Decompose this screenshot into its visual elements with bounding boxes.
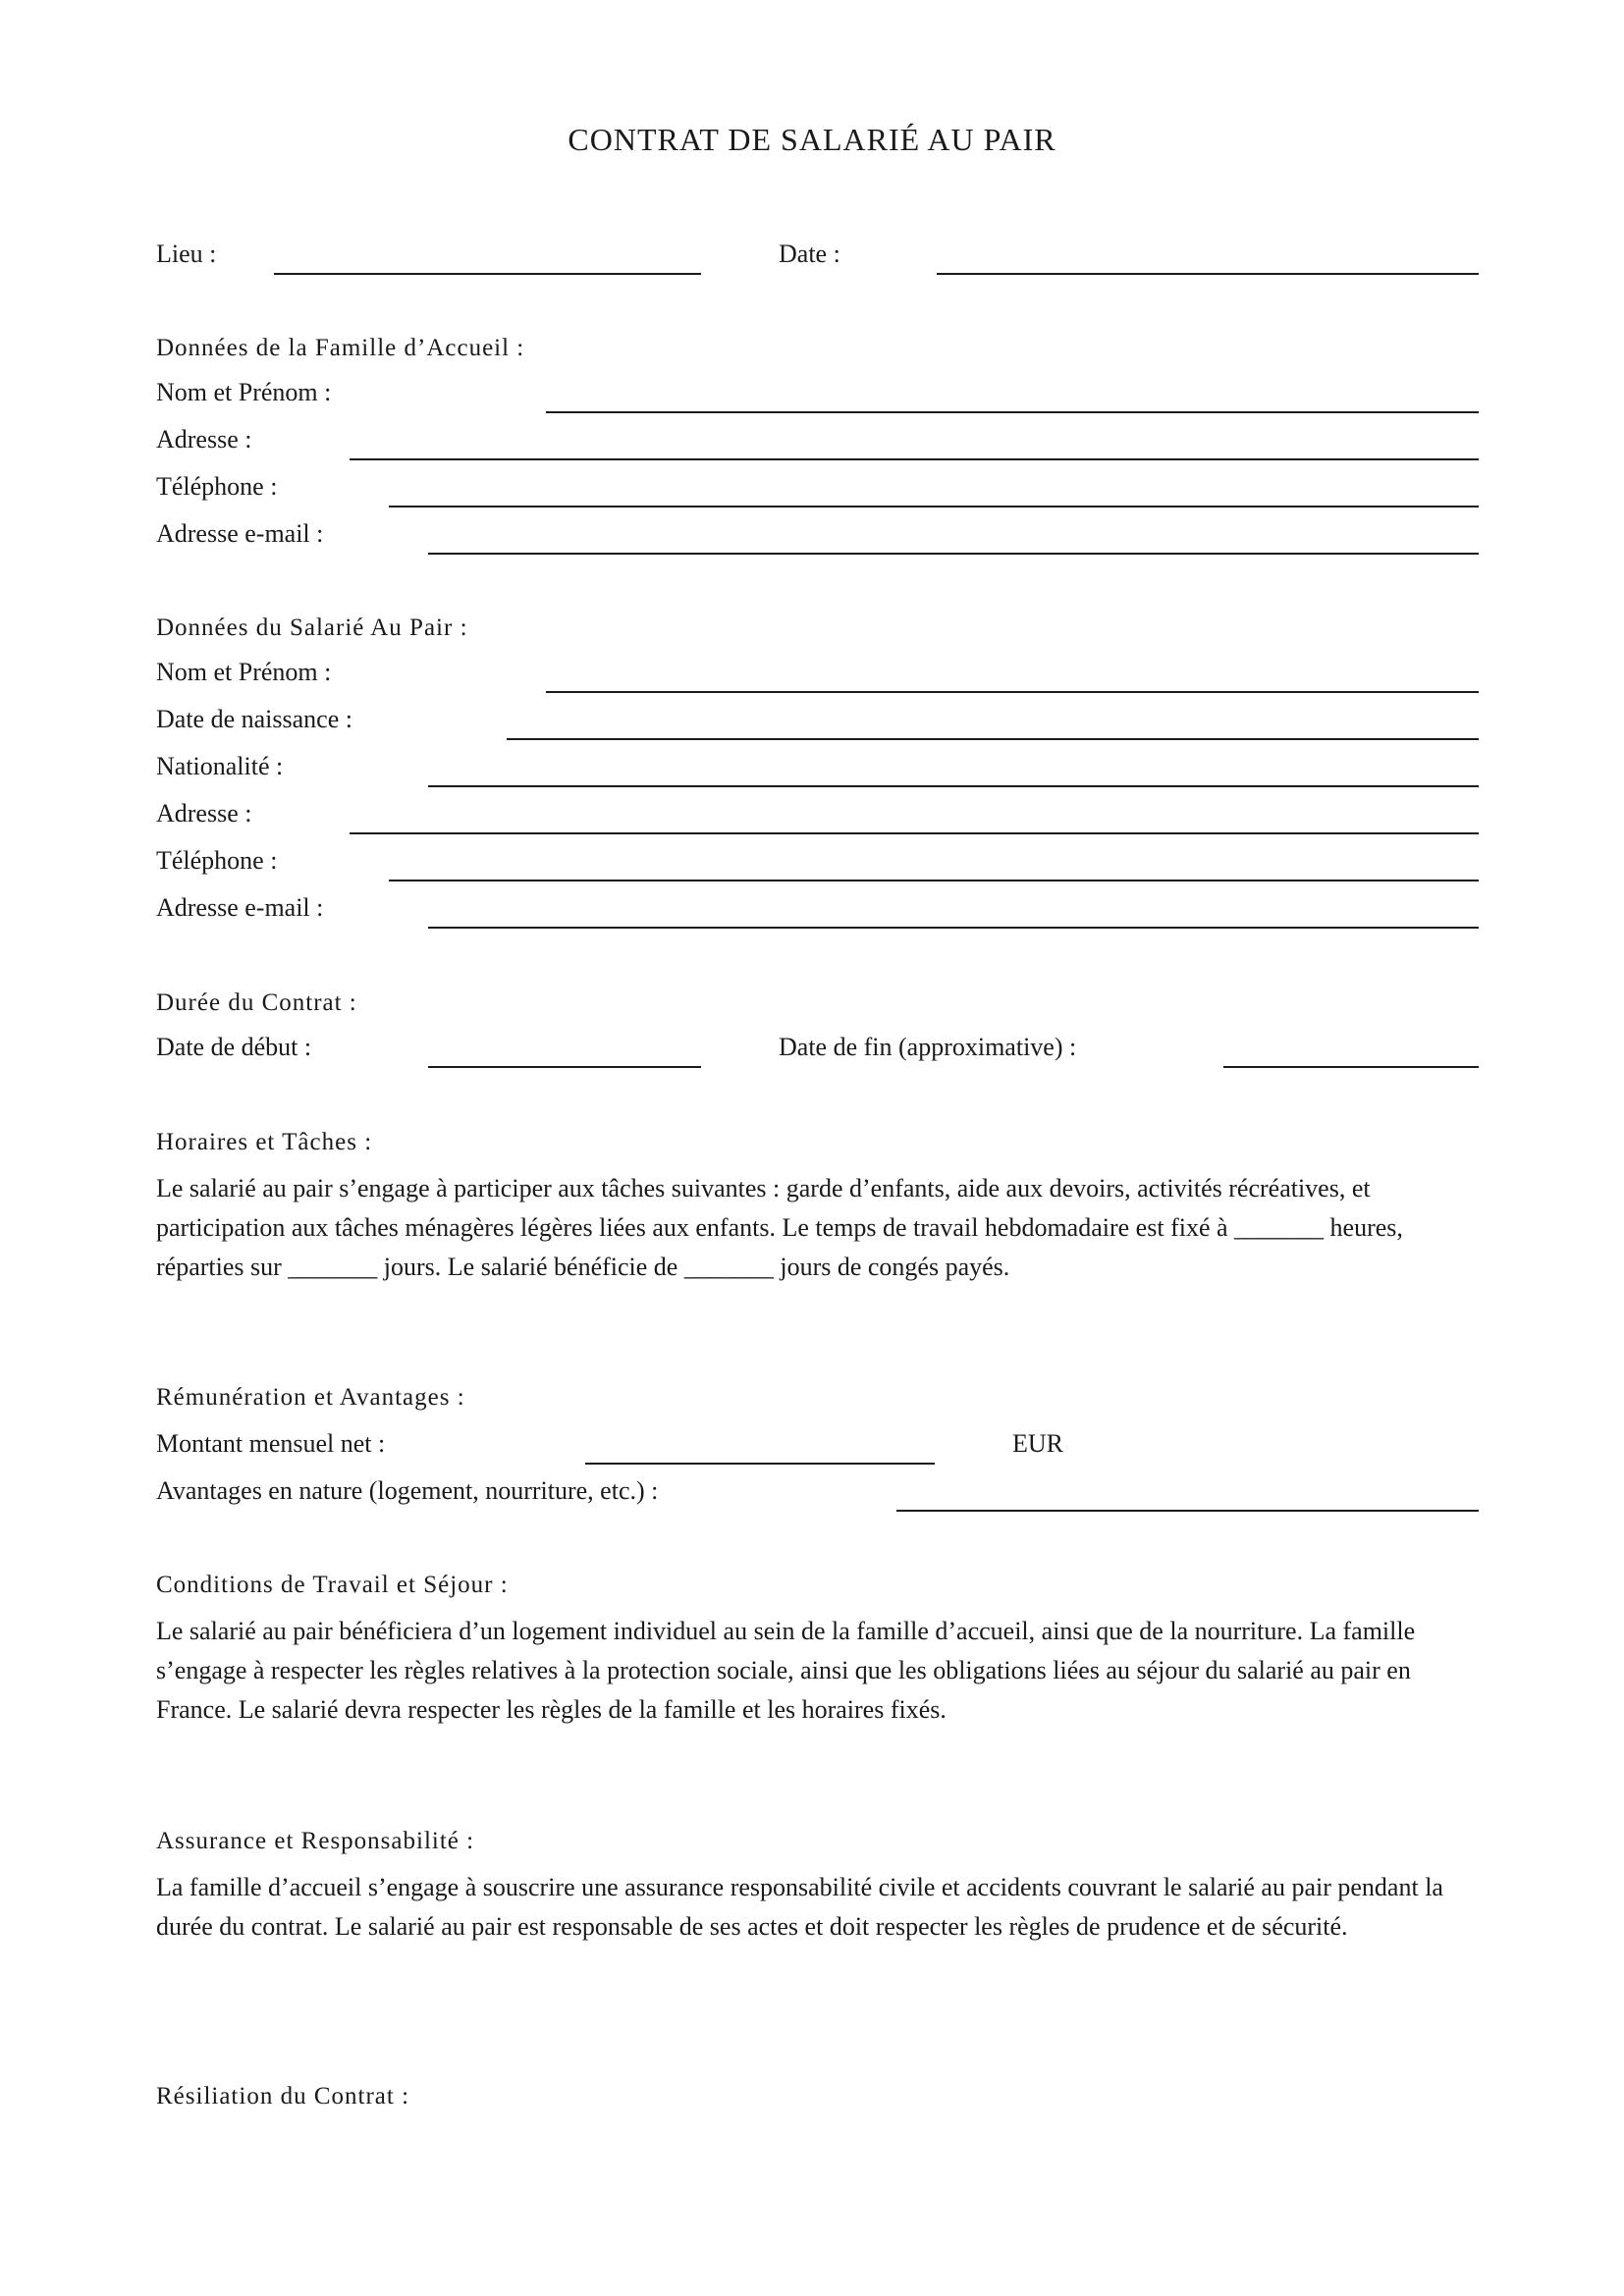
schedule-paragraph: [156, 1169, 1491, 1287]
host-email-field[interactable]: [428, 553, 1479, 555]
duration-row: [156, 1029, 1479, 1068]
au-pair-email-row: [156, 889, 1479, 929]
pay-amount-row: [156, 1425, 1479, 1465]
host-name-field[interactable]: [546, 411, 1479, 413]
au-pair-nationality-field[interactable]: [428, 785, 1479, 787]
schedule-text: Le salarié au pair s’engage à participer aux tâches suivantes : garde d’enfants, aide aux devoirs, activités récréatives, et participation aux tâches ménagères légères liées aux enfants. Le temps de travail hebdomadaire est fixé à _______ heures, réparties sur _______ jours. Le salarié bénéficie de _______ jours de congés payés.: [156, 1174, 1403, 1281]
au-pair-birthdate-field[interactable]: [507, 738, 1479, 740]
au-pair-email-label: Adresse e-mail :: [156, 893, 324, 922]
duration-heading: Durée du Contrat :: [156, 989, 357, 1016]
conditions-paragraph: [156, 1612, 1491, 1730]
au-pair-phone-field[interactable]: [389, 880, 1479, 881]
au-pair-address-row: [156, 795, 1479, 834]
document-title: CONTRAT DE SALARIÉ AU PAIR: [568, 122, 1056, 157]
au-pair-name-label: Nom et Prénom :: [156, 658, 332, 686]
host-name-row: [156, 374, 1479, 413]
host-address-field[interactable]: [350, 458, 1479, 460]
au-pair-address-label: Adresse :: [156, 799, 252, 828]
insurance-text: La famille d’accueil s’engage à souscrire une assurance responsabilité civile et accidents couvrant le salarié au pair pendant la durée du contrat. Le salarié au pair est responsable de ses actes et doit respecter les règles de prudence et de sécurité.: [156, 1873, 1443, 1941]
pay-currency: EUR: [1012, 1429, 1063, 1458]
place-label: Lieu :: [156, 240, 217, 268]
au-pair-birthdate-row: [156, 701, 1479, 740]
au-pair-phone-row: [156, 842, 1479, 881]
pay-heading: Rémunération et Avantages :: [156, 1384, 465, 1411]
end-date-label: Date de fin (approximative) :: [779, 1033, 1077, 1061]
au-pair-birthdate-label: Date de naissance :: [156, 705, 352, 733]
benefits-field[interactable]: [896, 1510, 1479, 1512]
pay-amount-label: Montant mensuel net :: [156, 1429, 386, 1458]
au-pair-email-field[interactable]: [428, 927, 1479, 929]
host-family-heading: Données de la Famille d’Accueil :: [156, 335, 525, 361]
au-pair-address-field[interactable]: [350, 832, 1479, 834]
conditions-heading: Conditions de Travail et Séjour :: [156, 1572, 509, 1598]
au-pair-nationality-label: Nationalité :: [156, 752, 284, 780]
au-pair-name-row: [156, 654, 1479, 693]
schedule-heading: Horaires et Tâches :: [156, 1129, 373, 1155]
insurance-paragraph: [156, 1868, 1491, 1947]
place-date-row: [156, 236, 1479, 275]
host-address-row: [156, 421, 1479, 460]
date-field[interactable]: [937, 273, 1479, 275]
au-pair-phone-label: Téléphone :: [156, 846, 278, 875]
benefits-row: [156, 1472, 1479, 1512]
start-date-field[interactable]: [428, 1066, 701, 1068]
host-address-label: Adresse :: [156, 425, 252, 454]
au-pair-heading: Données du Salarié Au Pair :: [156, 614, 468, 641]
host-email-row: [156, 515, 1479, 555]
end-date-field[interactable]: [1223, 1066, 1479, 1068]
benefits-label: Avantages en nature (logement, nourriture, etc.) :: [156, 1476, 659, 1505]
au-pair-name-field[interactable]: [546, 691, 1479, 693]
date-label: Date :: [779, 240, 840, 268]
pay-amount-field[interactable]: [585, 1463, 935, 1465]
conditions-text: Le salarié au pair bénéficiera d’un logement individuel au sein de la famille d’accueil, ainsi que de la nourriture. La famille s’engage à respecter les règles relatives à la protection sociale, ainsi que les obligations liées au séjour du salarié au pair en France. Le salarié devra respecter les règles de la famille et les horaires fixés.: [156, 1617, 1416, 1724]
host-phone-label: Téléphone :: [156, 472, 278, 501]
insurance-heading: Assurance et Responsabilité :: [156, 1828, 475, 1854]
termination-heading: Résiliation du Contrat :: [156, 2083, 410, 2109]
host-phone-field[interactable]: [389, 506, 1479, 507]
host-phone-row: [156, 468, 1479, 507]
start-date-label: Date de début :: [156, 1033, 312, 1061]
place-field[interactable]: [274, 273, 701, 275]
host-name-label: Nom et Prénom :: [156, 378, 332, 406]
host-email-label: Adresse e-mail :: [156, 519, 324, 548]
au-pair-nationality-row: [156, 748, 1479, 787]
